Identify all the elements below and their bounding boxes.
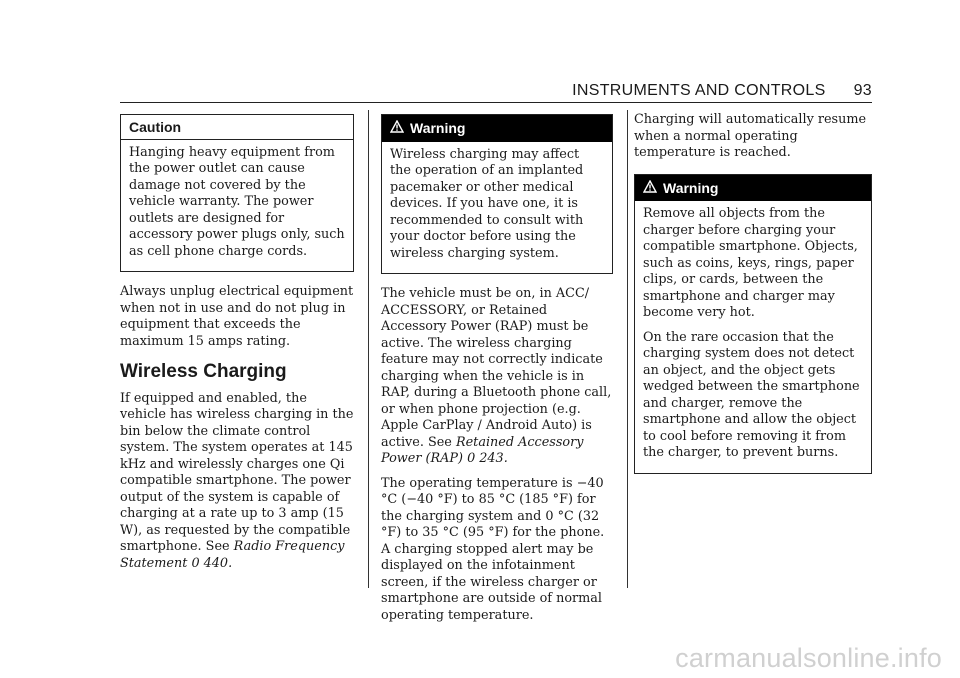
caution-title: Caution	[121, 115, 353, 140]
warning-box	[381, 114, 613, 274]
caution-text: Hanging heavy equipment from the power outlet can cause damage not covered by the vehicle warranty. The power outlets are designed for accessory power plugs only, such as cell phone charge cords.	[129, 144, 345, 259]
page-reference[interactable]: 0 243.	[467, 451, 508, 466]
column-divider	[368, 110, 369, 588]
column-divider	[627, 110, 628, 588]
warning-title: Warning	[663, 179, 719, 196]
cross-reference-link[interactable]: Retained Accessory Power (RAP)	[381, 434, 584, 466]
warning-icon	[643, 180, 657, 197]
warning-text: Wireless charging may affect the operation of an implanted pacemaker or other medical devices. If you have one, it is recommended to consult with your doctor before using the wireless charging system.	[390, 146, 584, 261]
caution-box	[120, 114, 354, 272]
paragraph: The operating temperature is −40 °C (−40 °F) to 85 °C (185 °F) for the charging system and 0 °C (32 °F) to 35 °C (95 °F) for the phone. A charging stopped alert may be displayed on the infotainment screen, if the wireless charger or smartphone are outside of normal operating temperature.	[381, 475, 605, 623]
paragraph: The vehicle must be on, in ACC/ ACCESSORY, or Retained Accessory Power (RAP) must be active. The wireless charging feature may not correctly indicate charging when the vehicle is in RAP, during a Bluetooth phone call, or when phone projection (e.g. Apple CarPlay / Android Auto) is active. See Retained Accessory Power (RAP) 0 243.	[381, 286, 612, 466]
watermark: carmanualsonline.info	[675, 643, 942, 673]
paragraph: Always unplug electrical equipment when not in use and do not plug in equipment that exceeds the maximum 15 amps rating.	[120, 284, 354, 349]
page-number: 93	[853, 82, 872, 99]
warning-title: Warning	[410, 120, 466, 136]
section-title: INSTRUMENTS AND CONTROLS	[572, 82, 826, 99]
warning-text: On the rare occasion that the charging system does not detect an object, and the object gets wedged between the smartphone and charger, remove the smartphone and allow the object to cool before removing it from the charger, to prevent burns.	[643, 329, 860, 460]
warning-box	[634, 174, 872, 474]
column-3	[634, 112, 872, 486]
warning-header	[635, 175, 871, 202]
paragraph: Charging will automatically resume when a normal operating temperature is reached.	[634, 112, 867, 160]
paragraph: If equipped and enabled, the vehicle has wireless charging in the bin below the climate control system. The system operates at 145 kHz and wirelessly charges one Qi compatible smartphone. The power output of the system is capable of charging at a rate up to 3 amp (15 W), as requested by the compatible smartphone. See Radio Frequency Statement 0 440.	[120, 390, 354, 571]
column-1	[120, 114, 354, 580]
warning-icon	[390, 120, 404, 137]
cross-reference-link[interactable]: Radio Frequency Statement	[120, 539, 345, 571]
column-2	[381, 114, 613, 632]
page-header	[120, 82, 872, 103]
section-heading: Wireless Charging	[120, 361, 287, 382]
warning-text: Remove all objects from the charger before charging your compatible smartphone. Objects, such as coins, keys, rings, paper clips, or cards, between the smartphone and charger may become very hot.	[643, 206, 858, 320]
warning-header	[382, 115, 612, 142]
page-reference[interactable]: 0 440.	[191, 555, 233, 571]
